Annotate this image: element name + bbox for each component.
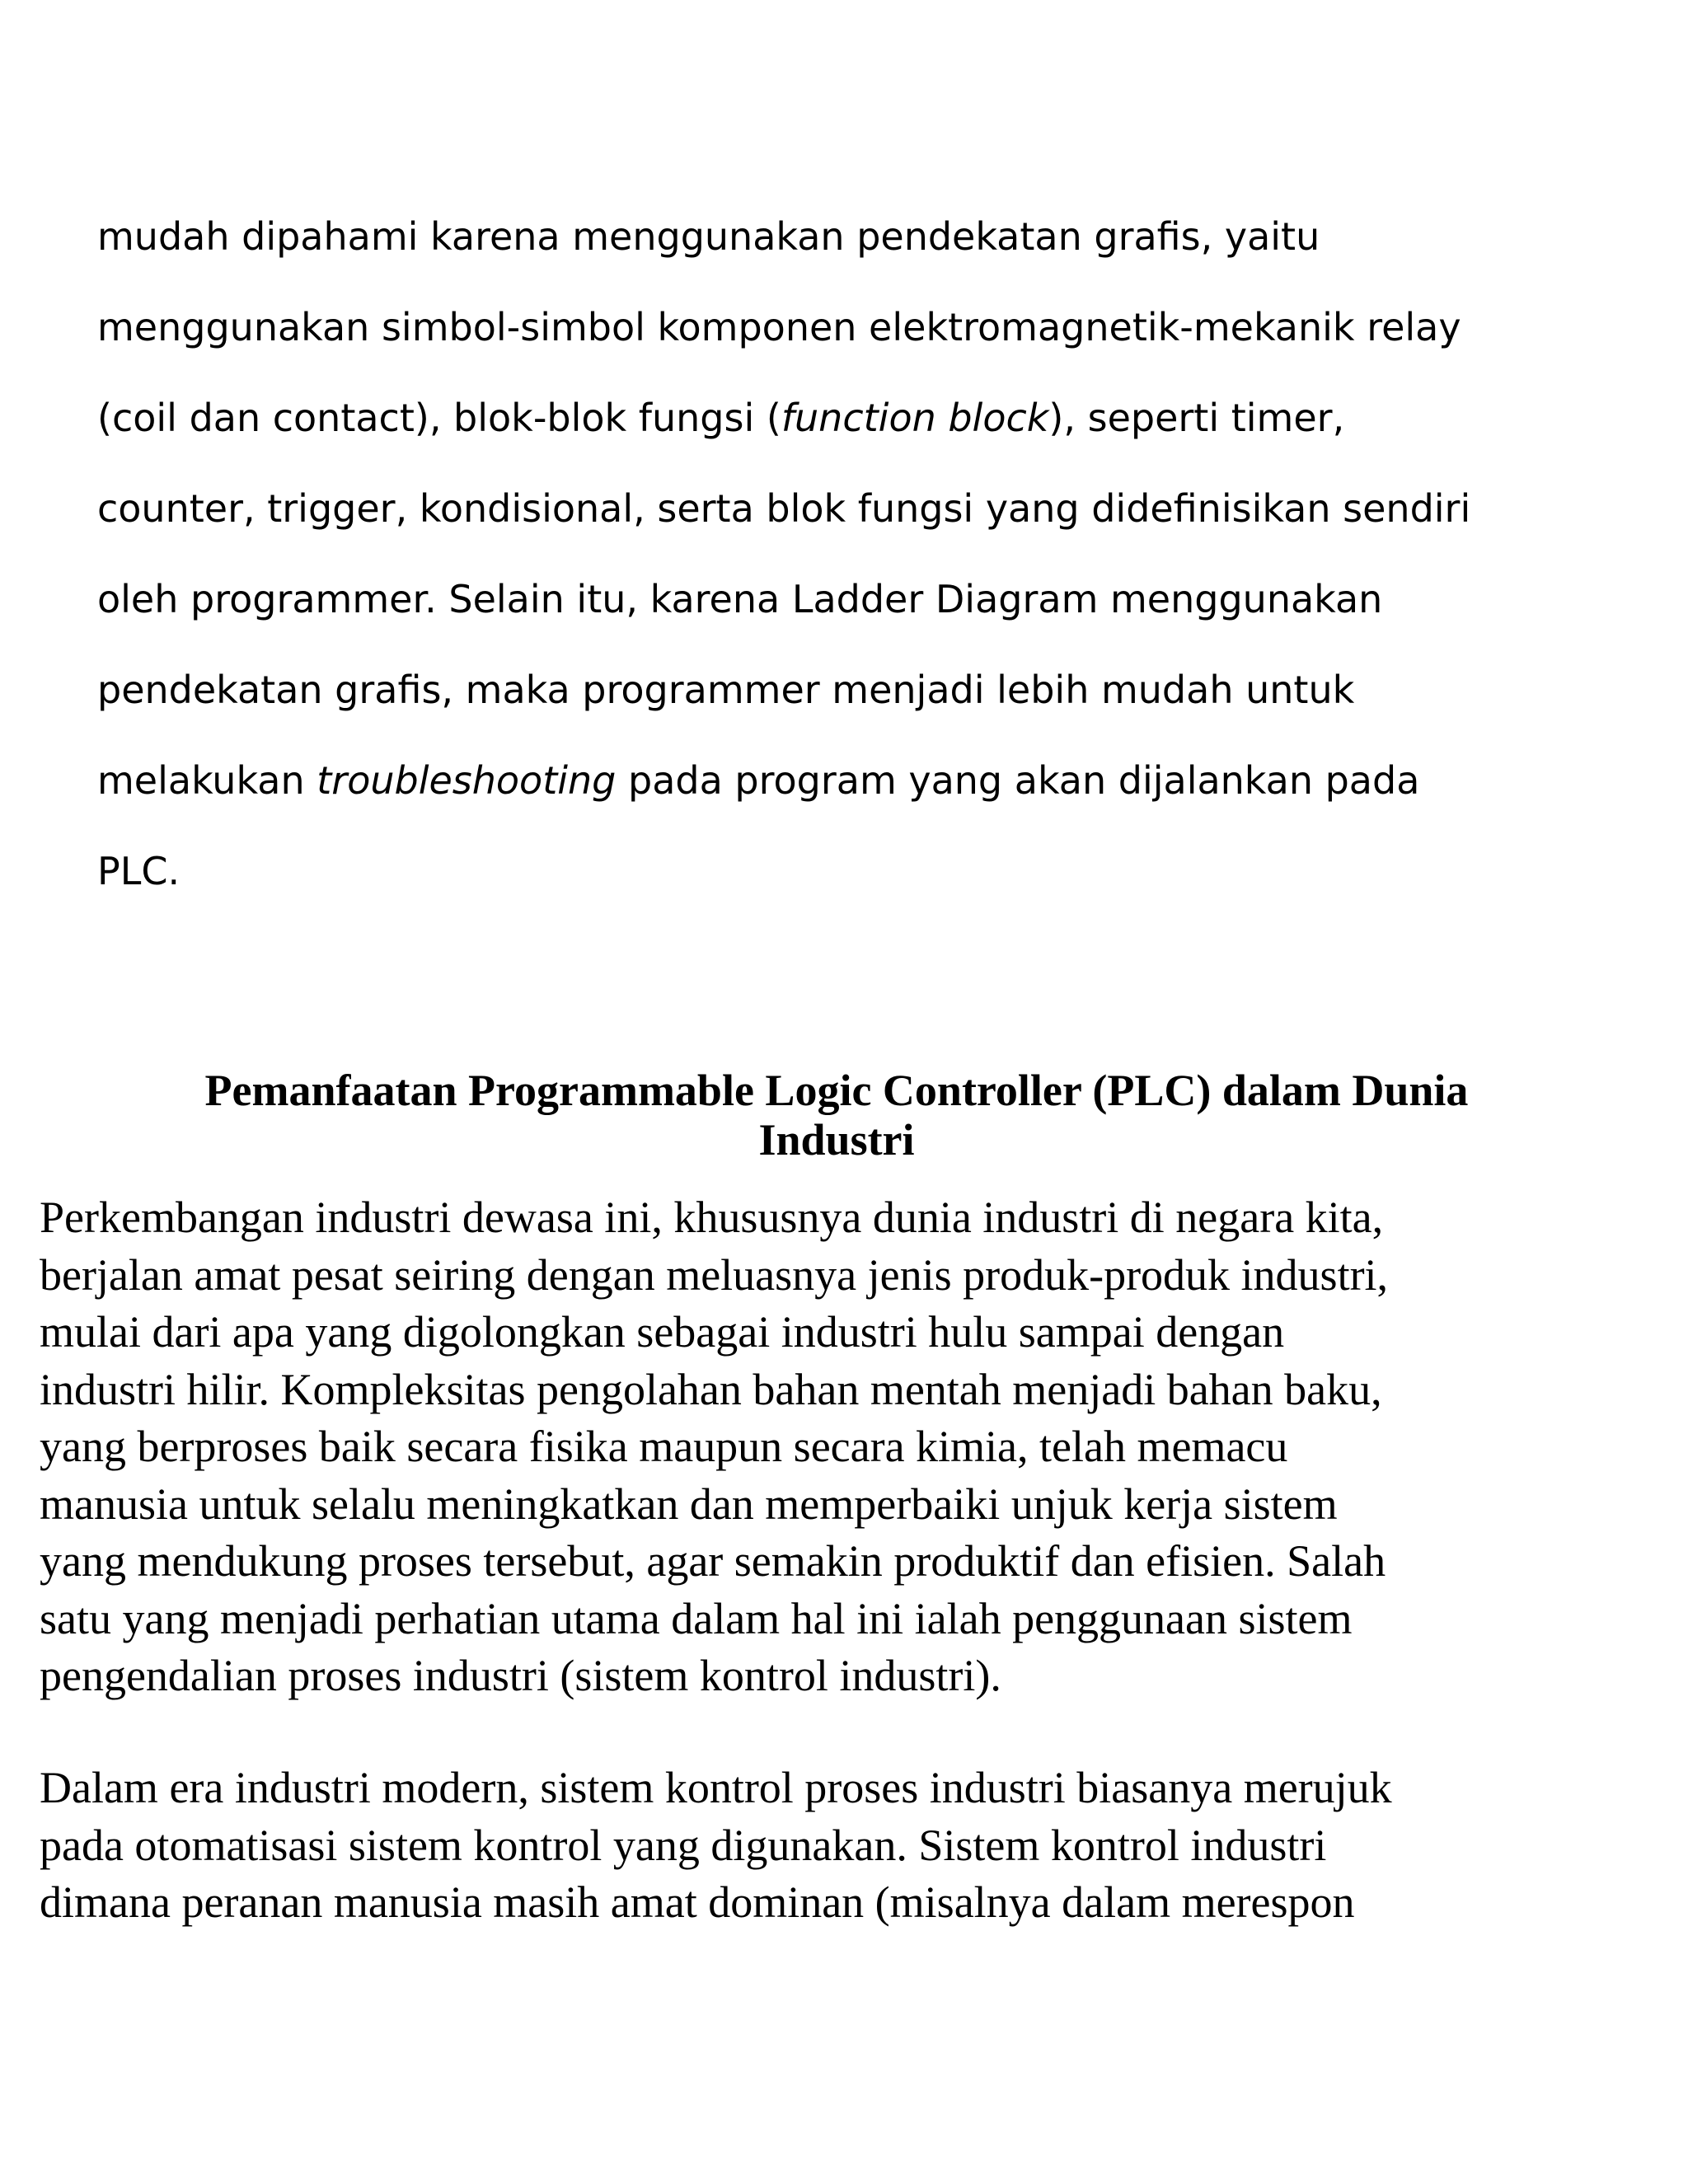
intro-text: ), seperti timer,	[1048, 396, 1345, 440]
paragraph-line: mulai dari apa yang digolongkan sebagai industri hulu sampai dengan	[40, 1307, 1285, 1357]
heading-line: Pemanfaatan Programmable Logic Controller (PLC) dalam Dunia	[204, 1066, 1469, 1115]
paragraph-line: berjalan amat pesat seiring dengan meluasnya jenis produk-produk industri,	[40, 1249, 1389, 1300]
body-paragraph-2	[40, 1760, 1606, 1932]
paragraph-line: pengendalian proses industri (sistem kontrol industri).	[40, 1651, 1001, 1700]
intro-line: pendekatan grafis, maka programmer menjadi lebih mudah untuk	[97, 668, 1355, 712]
body-paragraph-1	[40, 1189, 1606, 1705]
intro-line: counter, trigger, kondisional, serta blok fungsi yang didefinisikan sendiri	[97, 486, 1471, 531]
paragraph-line: yang mendukung proses tersebut, agar semakin produktif dan efisien. Salah	[40, 1536, 1386, 1586]
intro-line: menggunakan simbol-simbol komponen elektromagnetik-mekanik relay	[97, 305, 1461, 349]
paragraph-line: Dalam era industri modern, sistem kontrol proses industri biasanya merujuk	[40, 1763, 1392, 1812]
intro-line	[97, 373, 1564, 463]
paragraph-line: yang berproses baik secara fisika maupun secara kimia, telah memacu	[40, 1422, 1288, 1471]
italic-term: function block	[781, 396, 1049, 440]
section-heading	[82, 1066, 1591, 1165]
intro-line: mudah dipahami karena menggunakan pendekatan grafis, yaitu	[97, 214, 1320, 259]
intro-text: (coil dan contact), blok-blok fungsi (	[97, 396, 781, 440]
paragraph-line: pada otomatisasi sistem kontrol yang digunakan. Sistem kontrol industri	[40, 1820, 1327, 1870]
intro-line: PLC.	[97, 849, 181, 893]
paragraph-line: Perkembangan industri dewasa ini, khususnya dunia industri di negara kita,	[40, 1193, 1384, 1242]
italic-term: troubleshooting	[316, 758, 617, 803]
paragraph-line: industri hilir. Kompleksitas pengolahan bahan mentah menjadi bahan baku,	[40, 1364, 1382, 1414]
paragraph-line: manusia untuk selalu meningkatkan dan memperbaiki unjuk kerja sistem	[40, 1479, 1338, 1529]
intro-text: pada program yang akan dijalankan pada	[616, 758, 1420, 803]
paragraph-line: dimana peranan manusia masih amat dominan (misalnya dalam merespon	[40, 1877, 1355, 1927]
intro-text: melakukan	[97, 758, 317, 803]
paragraph-line: satu yang menjadi perhatian utama dalam hal ini ialah penggunaan sistem	[40, 1593, 1353, 1643]
heading-line: Industri	[758, 1115, 915, 1165]
intro-paragraph	[97, 191, 1564, 916]
intro-line	[97, 735, 1564, 826]
intro-line: oleh programmer. Selain itu, karena Ladder Diagram menggunakan	[97, 577, 1383, 621]
